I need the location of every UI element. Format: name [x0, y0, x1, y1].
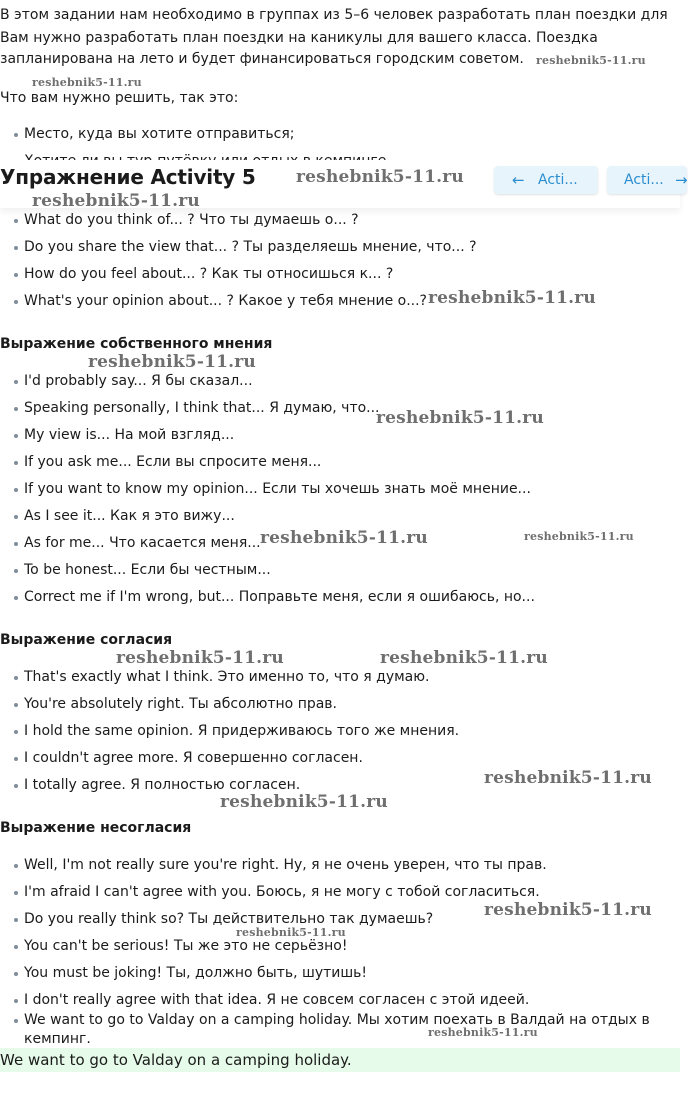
list-item: You must be joking! Ты, должно быть, шутишь! — [14, 964, 367, 982]
intro-line-1: В этом задании нам необходимо в группах из 5–6 человек разработать план поездки для — [0, 7, 668, 23]
watermark: reshebnik5-11.ru — [428, 1026, 538, 1039]
watermark: reshebnik5-11.ru — [88, 352, 256, 372]
watermark: reshebnik5-11.ru — [484, 900, 652, 920]
watermark: reshebnik5-11.ru — [260, 528, 428, 548]
list-item: I'd probably say... Я бы сказал... — [14, 372, 253, 390]
section-heading-own-opinion: Выражение собственного мнения — [0, 336, 273, 352]
watermark: reshebnik5-11.ru — [220, 792, 388, 812]
prev-activity-button[interactable]: ← Acti... — [494, 166, 598, 194]
list-item: You're absolutely right. Ты абсолютно прав. — [14, 695, 337, 713]
arrow-right-icon: → — [675, 171, 688, 189]
list-item: Do you really think so? Ты действительно так думаешь? — [14, 910, 433, 928]
arrow-left-icon: ← — [512, 171, 525, 189]
list-item: If you ask me... Если вы спросите меня... — [14, 453, 321, 471]
intro-line-2: Вам нужно разработать план поездки на каникулы для вашего класса. Поездка — [0, 30, 598, 46]
list-item: Do you share the view that... ? Ты разделяешь мнение, что... ? — [14, 238, 477, 256]
list-item: If you want to know my opinion... Если ты хочешь знать моё мнение... — [14, 480, 531, 498]
list-item: Speaking personally, I think that... Я думаю, что... — [14, 399, 380, 417]
list-item: That's exactly what I think. Это именно то, что я думаю. — [14, 668, 430, 686]
watermark: reshebnik5-11.ru — [524, 530, 634, 543]
list-item-continuation: кемпинг. — [24, 1031, 91, 1047]
list-item: I couldn't agree more. Я совершенно согласен. — [14, 749, 363, 767]
list-item: What do you think of... ? Что ты думаешь о... ? — [14, 211, 359, 229]
list-item: As for me... Что касается меня... — [14, 534, 261, 552]
list-item: As I see it... Как я это вижу... — [14, 507, 235, 525]
list-item: We want to go to Valday on a camping holiday. Мы хотим поехать в Валдай на отдых в — [14, 1011, 650, 1029]
watermark: reshebnik5-11.ru — [484, 768, 652, 788]
next-activity-button[interactable]: Acti... → — [607, 166, 687, 194]
intro-line-3: запланирована на лето и будет финансироваться городским советом. — [0, 51, 524, 67]
list-item: I totally agree. Я полностью согласен. — [14, 776, 300, 794]
list-item: I'm afraid I can't agree with you. Боюсь, я не могу с тобой согласиться. — [14, 883, 540, 901]
watermark: reshebnik5-11.ru — [296, 167, 464, 187]
watermark: reshebnik5-11.ru — [536, 54, 646, 67]
watermark: reshebnik5-11.ru — [376, 408, 544, 428]
exercise-title: Упражнение Activity 5 — [0, 165, 256, 189]
list-item: To be honest... Если бы честным... — [14, 561, 271, 579]
watermark: reshebnik5-11.ru — [428, 288, 596, 308]
list-item: Correct me if I'm wrong, but... Поправьте меня, если я ошибаюсь, но... — [14, 588, 535, 606]
answer-highlight: We want to go to Valday on a camping holiday. — [0, 1048, 680, 1072]
watermark: reshebnik5-11.ru — [380, 648, 548, 668]
section-heading-disagreement: Выражение несогласия — [0, 820, 192, 836]
watermark: reshebnik5-11.ru — [32, 191, 200, 211]
list-item: Место, куда вы хотите отправиться; — [14, 125, 294, 143]
list-item: My view is... На мой взгляд... — [14, 426, 234, 444]
intro-question: Что вам нужно решить, так это: — [0, 90, 239, 106]
list-item: You can't be serious! Ты же это не серьёзно! — [14, 937, 347, 955]
section-heading-agreement: Выражение согласия — [0, 632, 173, 648]
watermark: reshebnik5-11.ru — [32, 76, 142, 89]
watermark: reshebnik5-11.ru — [116, 648, 284, 668]
list-item: I hold the same opinion. Я придерживаюсь того же мнения. — [14, 722, 459, 740]
list-item: How do you feel about... ? Как ты относишься к... ? — [14, 265, 393, 283]
list-item: I don't really agree with that idea. Я не совсем согласен с этой идеей. — [14, 991, 529, 1009]
list-item: Well, I'm not really sure you're right. Ну, я не очень уверен, что ты прав. — [14, 856, 547, 874]
list-item: What's your opinion about... ? Какое у тебя мнение о...? — [14, 292, 427, 310]
watermark: reshebnik5-11.ru — [236, 926, 346, 939]
